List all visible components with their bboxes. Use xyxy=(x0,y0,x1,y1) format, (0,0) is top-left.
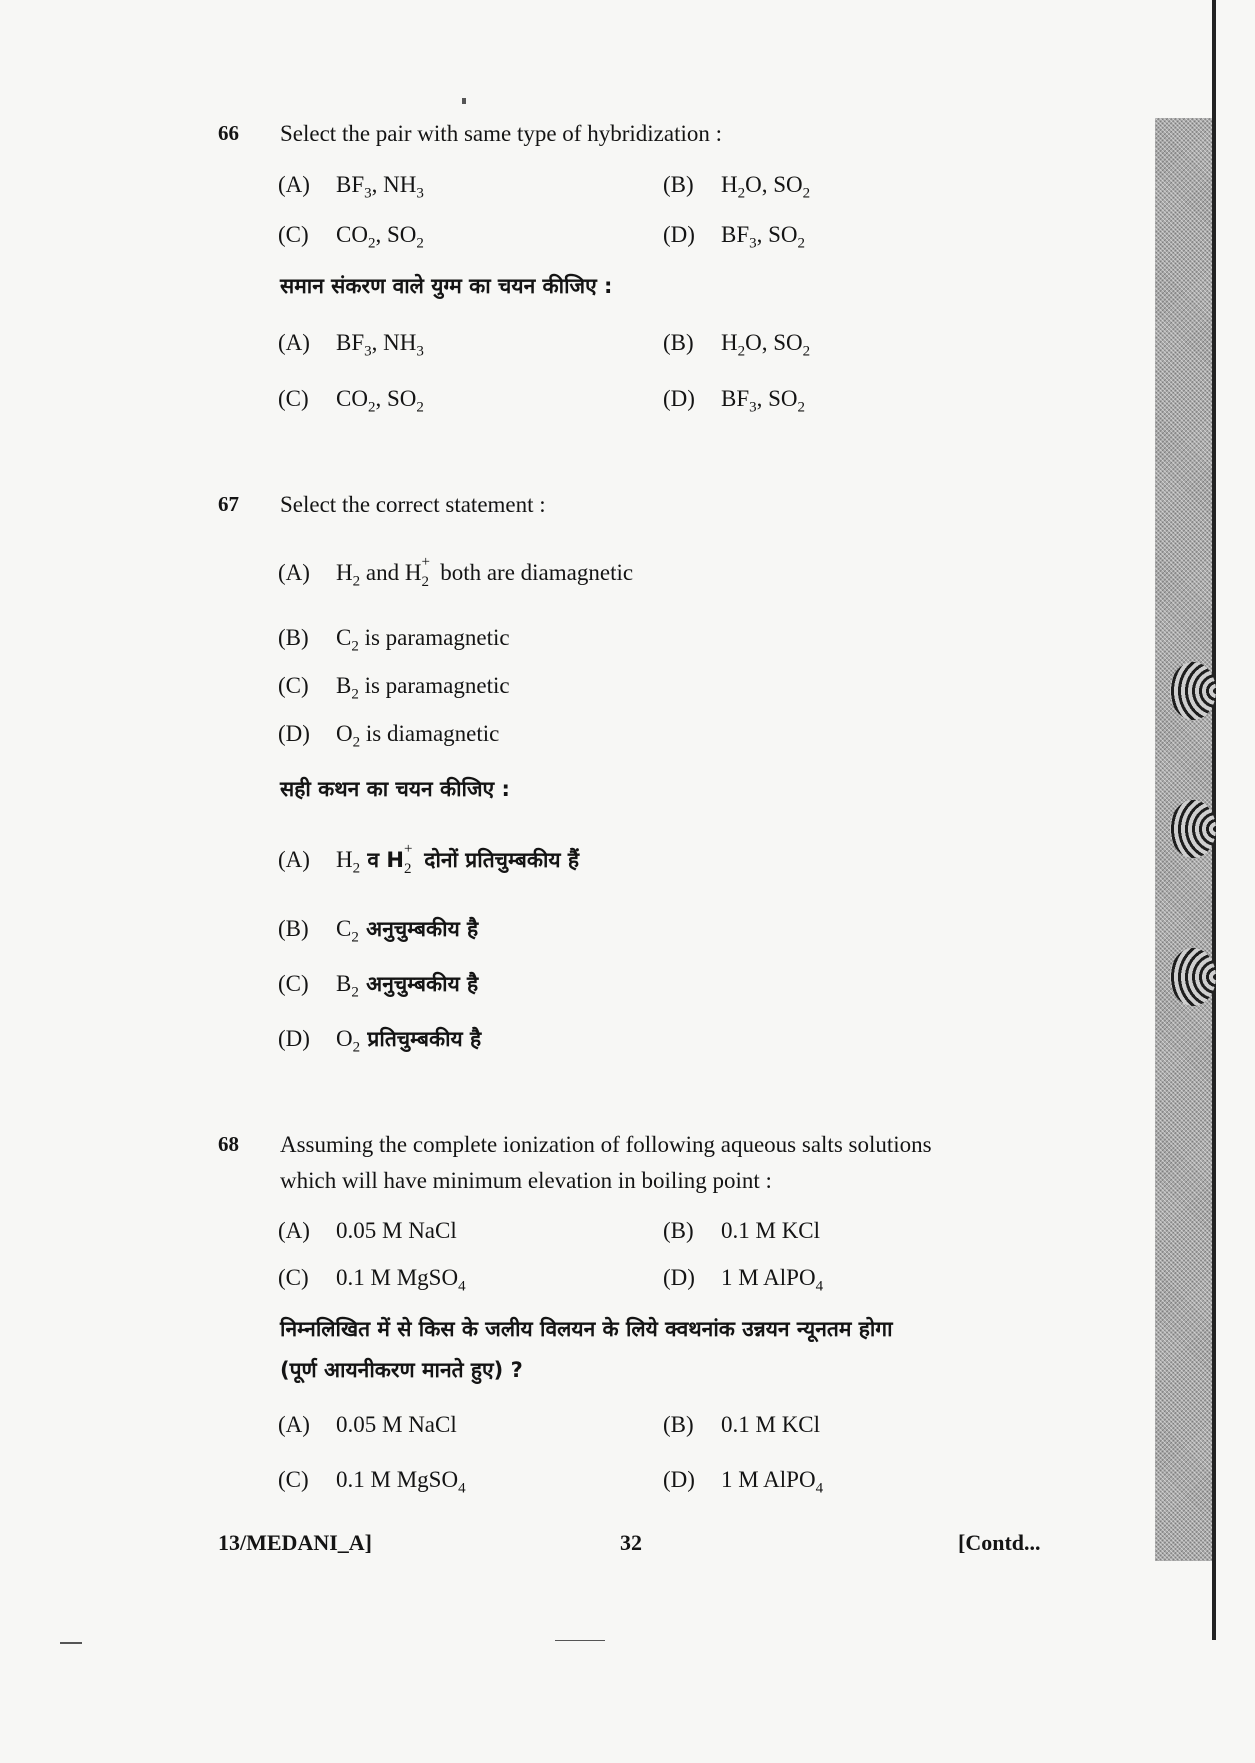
option-label: (A) xyxy=(278,560,310,585)
formula-part: O, xyxy=(745,330,774,355)
statement-text: is diamagnetic xyxy=(360,721,500,746)
formula-part: H xyxy=(336,560,353,585)
option-label: (A) xyxy=(278,1412,310,1437)
subscript: 2 xyxy=(797,399,806,416)
formula-part: CO xyxy=(336,386,368,411)
option-d-hindi xyxy=(278,1025,482,1056)
option-label: (C) xyxy=(278,386,309,411)
option-label: (B) xyxy=(663,1412,694,1437)
option-c xyxy=(278,673,510,703)
subscript: 4 xyxy=(815,1278,824,1295)
option-label: (A) xyxy=(278,330,310,355)
option-label: (A) xyxy=(278,1218,310,1243)
option-text: 0.05 M NaCl xyxy=(336,1412,457,1437)
option-text: 0.1 M KCl xyxy=(721,1218,821,1243)
statement-text: प्रतिचुम्बकीय है xyxy=(360,1027,482,1051)
binding-spiral xyxy=(1170,662,1216,720)
formula-part: C xyxy=(336,916,352,941)
binding-spiral xyxy=(1170,800,1216,858)
subscript: 2 xyxy=(367,235,376,252)
option-label: (D) xyxy=(663,386,695,411)
option-text: 0.1 M MgSO xyxy=(336,1467,459,1492)
binding-spiral xyxy=(1170,948,1216,1006)
formula-part: O xyxy=(336,721,353,746)
subscript: 2 xyxy=(737,185,746,202)
formula-part: SO xyxy=(386,386,417,411)
option-a-hindi xyxy=(278,330,424,360)
statement-text: is paramagnetic xyxy=(358,625,510,650)
option-label: (A) xyxy=(278,847,310,872)
formula-part: SO xyxy=(768,222,798,247)
option-c xyxy=(278,1265,466,1295)
formula-part: H xyxy=(721,172,738,197)
formula-part: BF xyxy=(336,172,365,197)
scan-speck xyxy=(555,1640,605,1641)
question-text-hindi: समान संकरण वाले युग्म का चयन कीजिए : xyxy=(280,274,613,298)
formula-part: , xyxy=(756,222,769,247)
subscript: 2 xyxy=(352,734,361,751)
option-label: (D) xyxy=(663,1467,695,1492)
question-text-hindi: सही कथन का चयन कीजिए : xyxy=(280,777,510,801)
option-a-hindi xyxy=(278,841,580,877)
option-b-hindi xyxy=(663,330,811,360)
option-a xyxy=(278,1218,457,1244)
formula-part: SO xyxy=(386,222,417,247)
option-a-hindi xyxy=(278,1412,457,1438)
option-d xyxy=(278,721,500,751)
formula-part: O, xyxy=(745,172,774,197)
option-label: (B) xyxy=(663,330,694,355)
option-label: (B) xyxy=(663,1218,694,1243)
subscript: 2 xyxy=(351,638,359,655)
option-a xyxy=(278,172,424,202)
option-text: 0.1 M MgSO xyxy=(336,1265,459,1290)
option-d-hindi xyxy=(663,1467,824,1497)
formula-part: H xyxy=(721,330,738,355)
formula-part: , xyxy=(371,330,384,355)
option-label: (C) xyxy=(278,1265,309,1290)
formula-part: BF xyxy=(336,330,365,355)
subscript: 2 xyxy=(797,235,806,252)
option-label: (B) xyxy=(278,916,309,941)
formula-part: , xyxy=(371,172,384,197)
subscript: 2 xyxy=(367,399,376,416)
subscript: 2 xyxy=(416,399,424,416)
option-d xyxy=(663,222,806,252)
formula-part: , xyxy=(375,222,387,247)
subscript: 3 xyxy=(416,185,424,202)
subscript: 2 xyxy=(802,343,811,360)
scan-speck xyxy=(462,98,466,104)
subscript: 2 xyxy=(737,343,746,360)
formula-part: CO xyxy=(336,222,368,247)
option-text: 1 M AlPO xyxy=(721,1265,816,1290)
option-b-hindi xyxy=(278,915,479,946)
option-text: 0.1 M KCl xyxy=(721,1412,821,1437)
option-a xyxy=(278,554,634,590)
formula-part: , xyxy=(375,386,387,411)
formula-part: B xyxy=(336,971,352,996)
question-text-hindi-line-2: (पूर्ण आयनीकरण मानते हुए) ? xyxy=(280,1358,523,1382)
formula-part: NH xyxy=(383,172,417,197)
superscript: + xyxy=(421,554,430,570)
option-label: (D) xyxy=(278,721,310,746)
formula-part: B xyxy=(336,673,352,698)
subscript: 2 xyxy=(352,1039,361,1056)
question-text-line-2: which will have minimum elevation in boiling point : xyxy=(280,1168,772,1193)
statement-text: अनुचुम्बकीय है xyxy=(358,917,479,941)
option-label: (B) xyxy=(278,625,309,650)
continued-label: [Contd... xyxy=(958,1530,1041,1555)
option-b xyxy=(663,1218,820,1244)
subscript: 2 xyxy=(351,686,359,703)
subscript: 4 xyxy=(458,1278,466,1295)
superscript: + xyxy=(404,841,413,857)
option-b xyxy=(663,172,811,202)
question-number: 66 xyxy=(218,121,239,145)
subscript: 3 xyxy=(364,185,372,202)
option-label: (A) xyxy=(278,172,310,197)
option-label: (D) xyxy=(663,222,695,247)
subscript: 2 xyxy=(404,861,412,877)
subscript: 2 xyxy=(352,573,361,590)
formula-part: C xyxy=(336,625,352,650)
subscript: 2 xyxy=(351,984,359,1001)
paper-code: 13/MEDANI_A] xyxy=(218,1530,372,1555)
option-label: (C) xyxy=(278,222,309,247)
formula-part: BF xyxy=(721,386,750,411)
option-text: 1 M AlPO xyxy=(721,1467,816,1492)
question-text: Select the pair with same type of hybridization : xyxy=(280,121,722,146)
option-label: (D) xyxy=(278,1026,310,1051)
option-label: (C) xyxy=(278,1467,309,1492)
formula-part: BF xyxy=(721,222,750,247)
formula-part: SO xyxy=(768,386,798,411)
option-c-hindi xyxy=(278,386,424,416)
statement-text: is paramagnetic xyxy=(358,673,510,698)
formula-part: SO xyxy=(773,172,803,197)
subscript: 2 xyxy=(351,929,359,946)
formula-part: NH xyxy=(383,330,417,355)
question-text: Assuming the complete ionization of following aqueous salts solutions xyxy=(280,1132,932,1157)
subscript: 3 xyxy=(364,343,372,360)
scan-speck xyxy=(60,1642,82,1644)
statement-text: दोनों प्रतिचुम्बकीय हैं xyxy=(417,848,580,872)
subscript: 4 xyxy=(458,1480,466,1497)
option-d xyxy=(663,1265,824,1295)
formula-part: , xyxy=(756,386,769,411)
page-number: 32 xyxy=(620,1530,642,1555)
question-number: 67 xyxy=(218,492,239,516)
option-label: (C) xyxy=(278,673,309,698)
question-text-hindi: निम्नलिखित में से किस के जलीय विलयन के लिये क्वथनांक उन्नयन न्यूनतम होगा xyxy=(280,1317,893,1341)
question-text: Select the correct statement : xyxy=(280,492,546,517)
option-c-hindi xyxy=(278,1467,466,1497)
option-label: (C) xyxy=(278,971,309,996)
subscript: 2 xyxy=(416,235,424,252)
formula-part: O xyxy=(336,1026,353,1051)
statement-text: both are diamagnetic xyxy=(434,560,634,585)
formula-part: and H xyxy=(360,560,422,585)
formula-part: H xyxy=(336,847,353,872)
option-b-hindi xyxy=(663,1412,820,1438)
option-label: (B) xyxy=(663,172,694,197)
subscript: 2 xyxy=(421,574,429,590)
option-b xyxy=(278,625,510,655)
option-c xyxy=(278,222,424,252)
option-text: 0.05 M NaCl xyxy=(336,1218,457,1243)
subscript: 3 xyxy=(749,235,757,252)
question-number: 68 xyxy=(218,1132,239,1156)
option-label: (D) xyxy=(663,1265,695,1290)
subscript: 4 xyxy=(815,1480,824,1497)
subscript: 3 xyxy=(749,399,757,416)
formula-part: SO xyxy=(773,330,803,355)
subscript: 2 xyxy=(352,860,361,877)
option-c-hindi xyxy=(278,970,479,1001)
subscript: 3 xyxy=(416,343,424,360)
option-d-hindi xyxy=(663,386,806,416)
subscript: 2 xyxy=(802,185,811,202)
formula-part: व H xyxy=(360,848,404,872)
statement-text: अनुचुम्बकीय है xyxy=(358,972,479,996)
